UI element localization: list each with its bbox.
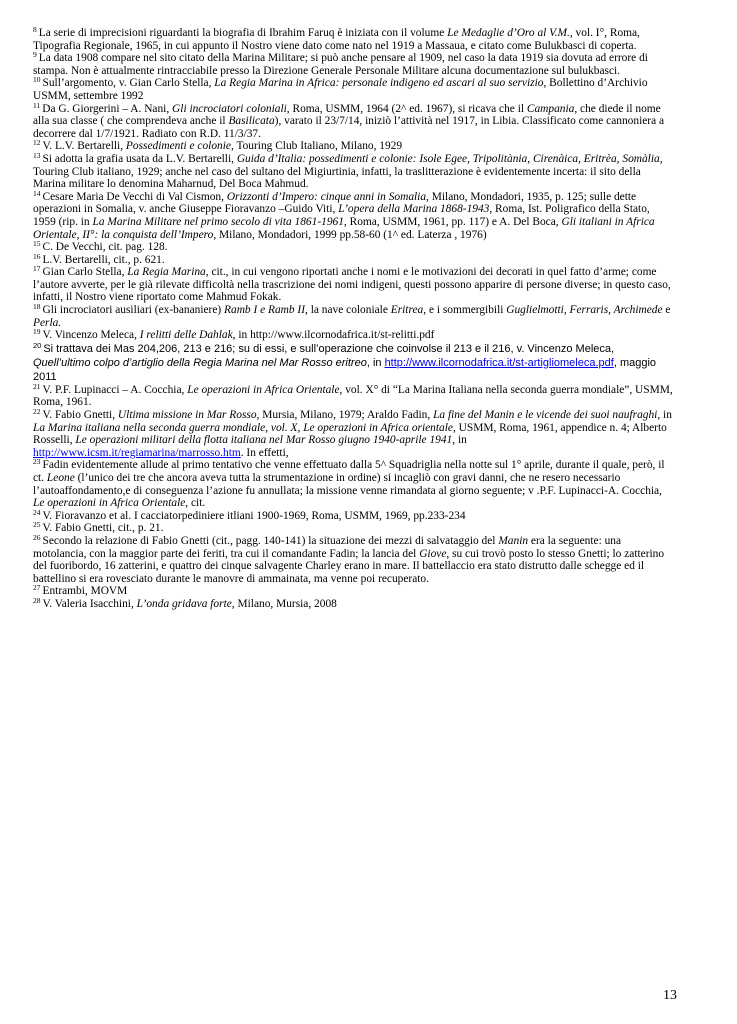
footnote-12 [33,140,673,153]
footnote-text: , Roma, USMM, 1961, pp. 117) e A. Del Boca, [343,215,562,228]
footnote-number: 18 [33,302,41,312]
footnote-20 [33,342,673,384]
footnote-11 [33,100,673,141]
footnote-text: , Milano, Mursia, 2008 [231,597,337,610]
footnote-18 [33,304,673,329]
footnote-text: , che diede il nome alla sua classe ( che comprendeva anche il [33,102,661,128]
footnote-19 [33,329,673,342]
footnote-title-italic: Le operazioni militari della flotta italiana nel Mar Rosso giugno 1940-aprile 1941 [75,434,453,447]
footnote-title-italic: L’opera della Marina 1868-1943 [338,203,490,216]
footnote-text: era la seguente: una motolancia, con la maggior parte dei feriti, tra cui il comandante Fadin; la lancia del [33,534,622,560]
footnote-text: V. Fabio Gnetti, cit., p. 21. [42,522,164,535]
footnote-text: , in http://www.ilcornodafrica.it/st-relitti.pdf [232,329,435,342]
footnote-text: , maggio 2011 [33,356,657,383]
footnote-number: 25 [33,520,41,530]
footnote-15 [33,241,673,254]
footnote-text: La serie di imprecisioni riguardanti la biografia di Ibrahim Faruq è iniziata con il volume [38,27,448,39]
footnote-text: e [662,304,671,317]
footnote-text: Entrambi, MOVM [42,585,128,598]
footnote-28 [33,595,673,611]
footnote-number: 23 [33,457,41,467]
footnote-title-italic: Manin [498,534,529,547]
footnote-text: , su cui trovò posto lo stesso Gnetti; lo zatterino del fuoribordo, 16 zatterini, e quattro dei cinque salvagente Charley erano in mare. Il battellaccio era stato distrutto dalle schegge ed il battellino si era rovesciato durante le manovre di ammainata, ma venne poi recuperato. [33,547,665,585]
page-number: 13 [663,988,677,1003]
footnote-title-italic: La Marina Militare nel primo secolo di vita 1861-1961 [92,215,344,228]
footnote-text: . In effetti, [240,446,289,459]
footnote-title-italic: Le Medaglie d’Oro al V.M. [447,27,570,39]
footnote-23 [33,459,673,509]
footnote-text: , Bollettino d’Archivio USMM, settembre 1992 [33,77,648,102]
footnote-text: , in [657,409,672,422]
footnote-title-italic: Ultima missione in Mar Rosso [117,409,257,422]
footnote-text: ), varato il 23/7/14, iniziò l’attività nel 1917, in Libia. Classificato come cannoniera a decorrere dal 1/7/1921. Radiato con R.D. 11/3/37. [33,115,665,140]
footnote-title-italic: Campania [526,102,575,115]
footnote-text: Sull’argomento, v. Gian Carlo Stella, [42,77,215,90]
footnote-text: V. P.F. Lupinacci – A. Cocchia, [42,383,188,396]
footnote-title-italic: La Marina italiana nella seconda guerra mondiale, vol. X, Le operazioni in Africa orientale [33,421,453,434]
footnote-24 [33,507,673,523]
footnote-text: La data 1908 compare nel sito citato della Marina Militare; si può anche pensare al 1909, nel caso la data 1919 sia dovuta ad errore di stampa. Non è attualmente rintracciabile presso la Direzione Generale Personale Militare alcuna documentazione sul bulukbasci. [33,52,648,77]
footnote-text: , Roma, USMM, 1964 (2^ ed. 1967), si ricava che il [286,102,527,115]
footnote-number: 26 [33,532,41,542]
footnote-9 [33,52,673,77]
footnote-number: 10 [33,75,41,85]
footnote-25 [33,522,673,535]
footnote-text: V. Vincenzo Meleca, [42,329,140,342]
footnote-number: 28 [33,595,41,605]
footnote-text: , in [452,434,467,447]
footnote-8 [33,27,673,52]
footnote-number: 11 [33,100,41,110]
footnote-title-italic: Le operazioni in Africa Orientale [187,383,340,396]
footnote-title-italic: Giove [419,547,447,560]
footnote-text: , cit. [185,497,206,510]
footnote-number: 12 [33,138,41,148]
footnote-text: la nave coloniale [307,304,391,317]
footnote-text: , Touring Club Italiano, Milano, 1929 [230,140,403,153]
footnote-17 [33,266,673,304]
footnote-10 [33,77,673,102]
footnote-text: V. Fabio Gnetti, [42,409,118,422]
footnote-21 [33,381,673,409]
footnote-number: 17 [33,264,41,274]
footnote-number: 24 [33,507,41,517]
footnote-number: 14 [33,188,41,198]
footnote-16 [33,251,673,267]
footnote-number: 19 [33,327,41,337]
footnote-text: V. Fioravanzo et al. I cacciatorpediniere itliani 1900-1969, Roma, USMM, 1969, pp.233-234 [42,509,466,522]
footnote-number: 22 [33,407,41,417]
footnote-text: Cesare Maria De Vecchi di Val Cismon, [42,190,227,203]
footnote-text: L.V. Bertarelli, cit., p. 621. [42,253,165,266]
footnote-title-italic: Le operazioni in Africa Orientale [33,497,186,510]
footnotes-list [33,27,673,611]
footnote-title-italic: Guida d’Italia: possedimenti e colonie: Isole Egee, Tripolitània, Cirenàica, Eritrèa, Somàlia, [236,152,663,165]
footnote-text: C. De Vecchi, cit. pag. 128. [42,241,168,254]
footnote-number: 8 [33,25,37,34]
footnote-title-italic: Possedimenti e colonie [125,140,231,153]
footnote-title-italic: Ramb I e Ramb II, [224,304,308,317]
footnote-13 [33,150,673,191]
footnote-text: V. L.V. Bertarelli, [42,140,126,153]
footnote-text: , Milano, Mondadori, 1999 pp.58-60 (1^ ed. Laterza , 1976) [213,228,487,241]
footnote-text: V. Valeria Isacchini, [42,597,137,610]
footnote-title-italic: Quell’ultimo colpo d’artiglio della Regia Marina nel Mar Rosso eritreo [33,356,367,369]
footnote-text: (l’unico dei tre che ancora aveva tutta la strumentazione in ordine) si incagliò con gravi danni, che ne resero necessario l’autoaffondamento,e di conseguenza l’azione fu annullata; la missione venne rimandata al giorno seguente; v .P.F. Lupinacci-A. Cocchia, [33,472,662,497]
footnote-title-italic: Leone [46,472,75,484]
footnote-number: 27 [33,583,41,593]
footnote-number: 9 [33,50,37,60]
footnote-number: 13 [33,150,41,160]
footnote-text: , Roma, Ist. Poligrafico della Stato, 1959 (rip. in [33,203,650,228]
footnote-text: Da G. Giorgerini – A. Nani, [42,102,173,115]
footnote-text: , in [366,356,385,369]
footnote-number: 20 [33,340,42,350]
footnote-27 [33,585,673,598]
footnote-title-italic: L’onda gridava forte [136,597,232,610]
footnote-title-italic: Guglielmotti, Ferraris, Archimede [506,304,663,317]
footnote-title-italic: La Regia Marina in Africa: personale indigeno ed ascari al suo servizio [214,77,544,90]
footnote-text: Touring Club italiano, 1929; anche nel caso del sultano del Migiurtinia, infatti, la traslitterazione è evidentemente incerta: il sito della Marina militare lo denomina Maharnud, Del Boca Mahmud. [33,165,641,191]
footnote-22 [33,409,673,459]
footnote-text: , Milano, Mondadori, 1935, p. 125; sulle dette operazioni in Somalia, v. anche Giuseppe Fioravanzo –Guido Viti, [33,190,637,216]
footnote-title-italic: I relitti delle Dahlak [139,329,233,342]
footnote-text: , USMM, Roma, 1961, appendice n. 4; Alberto Rosselli, [33,421,667,447]
footnote-14 [33,188,673,241]
footnote-text: Si adotta la grafia usata da L.V. Bertarelli, [42,152,237,165]
footnote-text: Fadin evidentemente allude al primo tentativo che venne effettuato dalla 5^ Squadriglia nella notte sul 1° aprile, durante il quale, però, il ct. [33,459,665,484]
footnote-number: 15 [33,239,41,249]
footnote-text: e i sommergibili [426,304,507,317]
footnote-title-italic: Basilicata [228,115,275,128]
footnote-title-italic: Orizzonti d’Impero: cinque anni in Somalia [226,190,427,203]
footnote-link[interactable]: http://www.icsm.it/regiamarina/marrosso.htm [33,446,241,459]
footnote-link[interactable]: http://www.ilcornodafrica.it/st-artigliomeleca.pdf [384,356,614,369]
footnote-title-italic: Gli italiani in Africa Orientale, II°: la conquista dell’Impero [33,215,655,241]
footnote-title-italic: Eritrea, [390,304,427,317]
footnote-text: Si trattava dei Mas 204,206, 213 e 216; su di essi, e sull’operazione che coinvolse il 213 e il 216, v. Vincenzo Meleca, [43,342,615,355]
footnote-title-italic: Gli incrociatori coloniali [172,102,287,115]
footnote-number: 16 [33,251,41,261]
footnote-text: , cit., in cui vengono riportati anche i nomi e le motivazioni dei decorati in quel fatto d’arme; come l’autore avverte, per le già rilevate difficoltà nella trascrizione dei nomi indigeni, questi possono apparire di persone diverse; in questo caso, infatti, il Nostro viene riportato come Mahmud Fokak. [33,266,671,304]
footnote-26 [33,532,673,585]
footnote-text: Gli incrociatori ausiliari (ex-bananiere) [42,304,225,317]
footnote-text: , vol. I°, Roma, Tipografia Regionale, 1965, in cui appunto il Nostro viene dato come nato nel 1919 a Massaua, e citato come Bulukbasci di coperta. [33,27,640,52]
footnote-text: , vol. X° di “La Marina Italiana nella seconda guerra mondiale”, USMM, Roma, 1961. [33,383,673,409]
footnote-number: 21 [33,381,41,391]
footnote-text: , Mursia, Milano, 1979; Araldo Fadin, [256,409,434,422]
footnote-title-italic: La fine del Manin e le vicende dei suoi naufraghi [433,409,658,422]
footnote-title-italic: La Regia Marina [127,266,206,279]
footnote-title-italic: Perla. [33,316,62,329]
footnote-text: Secondo la relazione di Fabio Gnetti (cit., pagg. 140-141) la situazione dei mezzi di salvataggio del [42,534,499,547]
footnote-text: Gian Carlo Stella, [42,266,128,279]
